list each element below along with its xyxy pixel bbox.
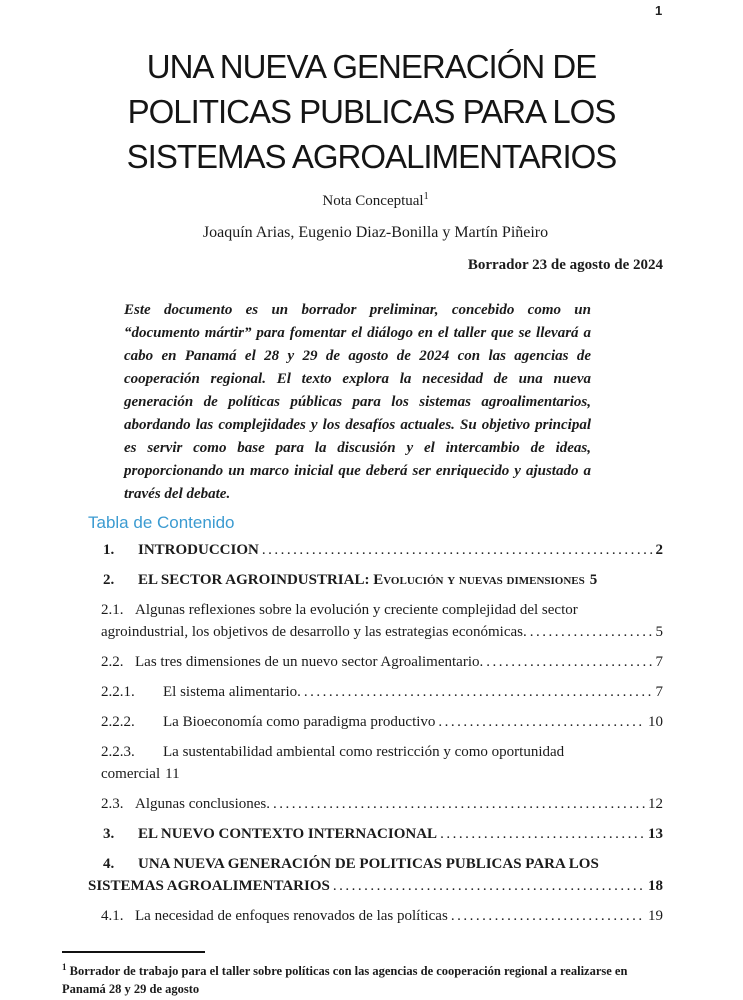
toc-leader-dots	[440, 823, 645, 845]
toc-page-number: 19	[648, 908, 663, 924]
toc-page-number: 5	[655, 624, 663, 640]
toc-entry-number: 2.2.2.	[101, 714, 135, 730]
toc-entry[interactable]	[88, 651, 663, 673]
subtitle-text: Nota Conceptual	[322, 193, 424, 209]
toc-entry[interactable]	[88, 711, 663, 733]
draft-date: Borrador 23 de agosto de 2024	[467, 257, 663, 273]
toc-entry[interactable]	[88, 681, 663, 703]
toc-page-number: 11	[165, 766, 180, 782]
title-line-2: POLITICAS PUBLICAS PARA LOS	[127, 93, 616, 130]
toc-entry-text: La Bioeconomía como paradigma productivo	[163, 714, 436, 730]
toc-entry-text: Las tres dimensiones de un nuevo sector Agroalimentario.	[135, 654, 484, 670]
toc-page-number: 10	[648, 714, 663, 730]
toc-entry-text: La sustentabilidad ambiental como restricción y como oportunidad	[163, 744, 565, 760]
toc-entry-number: 4.1.	[101, 908, 124, 924]
toc-page-number: 2	[655, 542, 663, 558]
toc-entry-number: 2.	[103, 572, 115, 588]
toc-entry-number: 1.	[103, 542, 115, 558]
document-subtitle	[88, 191, 663, 210]
toc-list	[88, 539, 663, 935]
toc-page-number: 13	[648, 826, 663, 842]
footnote	[62, 958, 656, 998]
document-title	[0, 44, 743, 179]
toc-entry-text: EL SECTOR AGROINDUSTRIAL: Evolución y nuevas dimensiones	[138, 572, 585, 588]
toc-leader-dots	[486, 651, 652, 673]
toc-entry-line[interactable]	[88, 875, 663, 897]
toc-page-number: 5	[589, 572, 598, 588]
toc-page-number: 12	[648, 796, 663, 812]
toc-leader-dots	[530, 621, 653, 643]
toc-entry-line[interactable]	[88, 681, 663, 703]
toc-page-number: 7	[655, 684, 663, 700]
title-line-1: UNA NUEVA GENERACIÓN DE	[146, 48, 597, 85]
authors-line: Joaquín Arias, Eugenio Diaz-Bonilla y Martín Piñeiro	[202, 224, 549, 241]
footnote-divider	[62, 951, 205, 953]
toc-entry[interactable]	[88, 853, 663, 897]
toc-entry-number: 2.3.	[101, 796, 124, 812]
toc-entry-line[interactable]	[88, 711, 663, 733]
title-line-3: SISTEMAS AGROALIMENTARIOS	[126, 138, 617, 175]
toc-page-number: 7	[655, 654, 663, 670]
toc-entry-text: Algunas reflexiones sobre la evolución y creciente complejidad del sector	[135, 602, 578, 618]
toc-entry-line[interactable]	[88, 599, 663, 621]
toc-entry-text: EL NUEVO CONTEXTO INTERNACIONAL	[138, 826, 438, 842]
toc-entry-text: SISTEMAS AGROALIMENTARIOS	[88, 878, 330, 894]
toc-entry[interactable]	[88, 569, 663, 591]
toc-entry-number: 4.	[103, 856, 115, 872]
toc-entry[interactable]	[88, 539, 663, 561]
toc-entry-text: agroindustrial, los objetivos de desarrollo y las estrategias económicas.	[101, 624, 527, 640]
toc-entry-number: 2.2.3.	[101, 744, 135, 760]
toc-entry[interactable]	[88, 599, 663, 643]
toc-entry-line[interactable]	[88, 853, 663, 875]
toc-heading: Tabla de Contenido	[88, 513, 235, 532]
toc-entry-line[interactable]	[88, 621, 663, 643]
toc-entry-line[interactable]	[88, 651, 663, 673]
toc-leader-dots	[273, 793, 645, 815]
toc-entry-line[interactable]	[88, 539, 663, 561]
toc-entry[interactable]	[88, 905, 663, 927]
toc-entry-text: La necesidad de enfoques renovados de las políticas	[135, 908, 448, 924]
toc-entry-text-smallcaps: Evolución y nuevas dimensiones	[373, 572, 585, 588]
toc-entry-text: El sistema alimentario.	[163, 684, 301, 700]
toc-entry-text: Algunas conclusiones.	[135, 796, 270, 812]
abstract-paragraph: Este documento es un borrador preliminar, concebido como un “documento mártir” para fomentar el diálogo en el taller que se llevará a cabo en Panamá el 28 y 29 de agosto de 2024 con las agencias de cooperación regional. El texto explora la necesidad de una nueva generación de políticas públicas para los sistemas agroalimentarios, abordando las complejidades y los desafíos actuales. Su objetivo principal es servir como base para la discusión y el intercambio de ideas, proporcionando un marco inicial que deberá ser enriquecido y ajustado a través del debate.	[124, 302, 591, 502]
footnote-text: Borrador de trabajo para el taller sobre políticas con las agencias de cooperación regional a realizarse en Panamá 28 y 29 de agosto	[62, 964, 628, 997]
toc-leader-dots	[451, 905, 645, 927]
toc-leader-dots	[304, 681, 653, 703]
toc-entry-line[interactable]	[88, 793, 663, 815]
toc-entry-line[interactable]	[88, 569, 663, 591]
footnote-marker: 1	[62, 962, 67, 972]
toc-leader-dots	[262, 539, 653, 561]
toc-entry-text: comercial	[101, 766, 161, 782]
toc-entry-number: 3.	[103, 826, 115, 842]
toc-entry-line[interactable]	[88, 823, 663, 845]
toc-entry-text: UNA NUEVA GENERACIÓN DE POLITICAS PUBLICAS PARA LOS	[138, 856, 599, 872]
toc-leader-dots	[333, 875, 645, 897]
toc-entry-number: 2.1.	[101, 602, 124, 618]
toc-entry[interactable]	[88, 793, 663, 815]
toc-entry-line[interactable]	[88, 763, 663, 785]
toc-entry[interactable]	[88, 823, 663, 845]
toc-entry-line[interactable]	[88, 905, 663, 927]
toc-page-number: 18	[648, 878, 663, 894]
toc-entry-line[interactable]	[88, 741, 663, 763]
toc-entry-number: 2.2.	[101, 654, 124, 670]
toc-leader-dots	[438, 711, 645, 733]
page-number: 1	[655, 3, 663, 18]
toc-entry-number: 2.2.1.	[101, 684, 135, 700]
footnote-reference[interactable]: 1	[423, 191, 429, 202]
toc-entry[interactable]	[88, 741, 663, 785]
toc-entry-text: INTRODUCCION	[138, 542, 259, 558]
